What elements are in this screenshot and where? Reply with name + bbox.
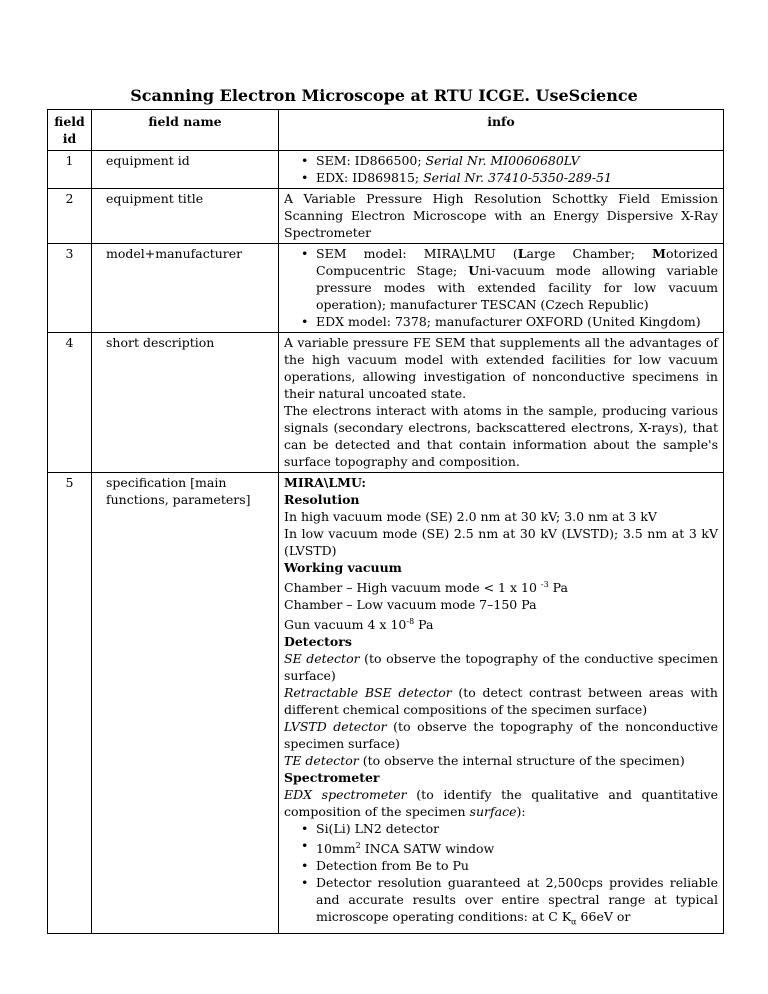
row-id: 4 xyxy=(48,333,92,473)
section-heading: Detectors xyxy=(284,634,352,650)
sem-id: SEM: ID866500; xyxy=(316,153,426,168)
edx-serial: Serial Nr. 37410-5350-289-51 xyxy=(423,170,612,185)
spec-line xyxy=(284,613,718,633)
text-span: U xyxy=(468,263,480,278)
text-span: Detector resolution guaranteed at 2,500cps provides reliable and accurate results over entire spectral range at typical microscope operating conditions: at C K xyxy=(316,875,718,925)
text-span: Pa xyxy=(414,617,434,633)
table-row xyxy=(48,189,724,244)
list-item xyxy=(316,874,718,931)
row-id: 5 xyxy=(48,473,92,934)
section-heading: Spectrometer xyxy=(284,770,380,786)
text-span: Gun vacuum 4 x 10 xyxy=(284,617,407,633)
row-field-name: equipment title xyxy=(92,189,279,244)
superscript: -8 xyxy=(406,617,415,627)
superscript: 2 xyxy=(355,841,361,851)
text-span: SEM model: MIRA\LMU ( xyxy=(316,246,518,261)
text-span: (to detect contrast between areas with different chemical compositions of the specimen surface) xyxy=(284,685,718,718)
detector-name: LVSTD detector xyxy=(284,719,387,735)
page-title: Scanning Electron Microscope at RTU ICGE. UseScience xyxy=(130,86,638,105)
table-row xyxy=(48,333,724,473)
table-row xyxy=(48,151,724,189)
table-row xyxy=(48,473,724,934)
row-field-name: short description xyxy=(92,333,279,473)
text-span: (to observe the topography of the nonconductive specimen surface) xyxy=(284,719,718,752)
list-item: • EDX model: 7378; manufacturer OXFORD (United Kingdom) xyxy=(316,313,718,330)
spec-line xyxy=(284,576,718,596)
table-header-row xyxy=(48,110,724,151)
list-item xyxy=(316,837,718,857)
list-item: • Detection from Be to Pu xyxy=(316,857,718,874)
text-span: 10mm xyxy=(316,841,356,857)
row-info-specification xyxy=(279,473,724,934)
list-item xyxy=(316,245,718,313)
text-span: (to observe the internal structure of the specimen) xyxy=(358,753,685,769)
spec-line xyxy=(284,718,718,752)
row-info-description xyxy=(279,333,724,473)
spec-line xyxy=(284,684,718,718)
text-span: L xyxy=(517,246,527,261)
equipment-table xyxy=(47,109,724,934)
row-id: 3 xyxy=(48,244,92,333)
text-span: (to identify the qualitative and quantitative composition of the specimen xyxy=(284,787,718,820)
row-field-name: specification [main functions, parameters] xyxy=(92,473,279,934)
text-span: Chamber – High vacuum mode < 1 x 10 xyxy=(284,580,541,596)
table-row xyxy=(48,244,724,333)
row-info-equipment-id xyxy=(279,151,724,189)
list-item: • Si(Li) LN2 detector xyxy=(316,820,718,837)
text-span: M xyxy=(652,246,666,261)
section-heading: Resolution xyxy=(284,492,360,507)
spec-line: Chamber – Low vacuum mode 7–150 Pa xyxy=(284,597,537,613)
text-span: ): xyxy=(516,804,526,820)
row-info-model xyxy=(279,244,724,333)
section-heading: Working vacuum xyxy=(284,560,402,575)
list-item xyxy=(316,169,718,186)
spec-line: In low vacuum mode (SE) 2.5 nm at 30 kV (LVSTD); 3.5 nm at 3 kV (LVSTD) xyxy=(284,526,718,558)
spec-line xyxy=(284,650,718,684)
spectrometer-name: EDX spectrometer xyxy=(284,787,407,803)
edx-id: EDX: ID869815; xyxy=(316,170,424,185)
row-info-equipment-title: A Variable Pressure High Resolution Schottky Field Emission Scanning Electron Microscope with an Energy Dispersive X-Ray Spectrometer xyxy=(279,189,724,244)
header-field-name: field name xyxy=(92,110,279,151)
subscript: α xyxy=(571,917,577,927)
header-info: info xyxy=(279,110,724,151)
row-field-name: model+manufacturer xyxy=(92,244,279,333)
text-span: ni-vacuum mode allowing variable pressure modes with extended facility for low vacuum operation); manufacturer TESCAN (Czech Republic) xyxy=(316,263,718,312)
spec-heading: MIRA\LMU: xyxy=(284,475,367,490)
sem-serial: Serial Nr. MI0060680LV xyxy=(425,153,580,168)
text-span: arge Chamber; xyxy=(526,246,653,261)
text-span: 66eV or xyxy=(576,909,631,925)
text-span: surface xyxy=(469,804,517,820)
row-id: 1 xyxy=(48,151,92,189)
paragraph: The electrons interact with atoms in the sample, producing various signals (secondary electrons, backscattered electrons, X-rays), that can be detected and that contain information about the sample's surface topography and composition. xyxy=(284,403,718,469)
spec-line xyxy=(284,786,718,820)
superscript: -3 xyxy=(540,580,549,589)
text-span: Pa xyxy=(548,580,568,596)
text-span: INCA SATW window xyxy=(360,841,495,857)
detector-name: SE detector xyxy=(284,651,360,667)
header-field-id: field id xyxy=(48,110,92,151)
paragraph: A variable pressure FE SEM that supplements all the advantages of the high vacuum model with extended facilities for low vacuum operations, allowing investigation of nonconductive specimens in their natural uncoated state. xyxy=(284,335,718,401)
detector-name: Retractable BSE detector xyxy=(284,685,452,701)
detector-name: TE detector xyxy=(284,753,359,769)
text-span: (to observe the topography of the conductive specimen surface) xyxy=(284,651,718,684)
spec-line xyxy=(284,752,718,769)
row-field-name: equipment id xyxy=(92,151,279,189)
row-id: 2 xyxy=(48,189,92,244)
text-span: otorized Compucentric Stage; xyxy=(316,246,718,278)
list-item xyxy=(316,152,718,169)
spec-line: In high vacuum mode (SE) 2.0 nm at 30 kV; 3.0 nm at 3 kV xyxy=(284,509,657,524)
